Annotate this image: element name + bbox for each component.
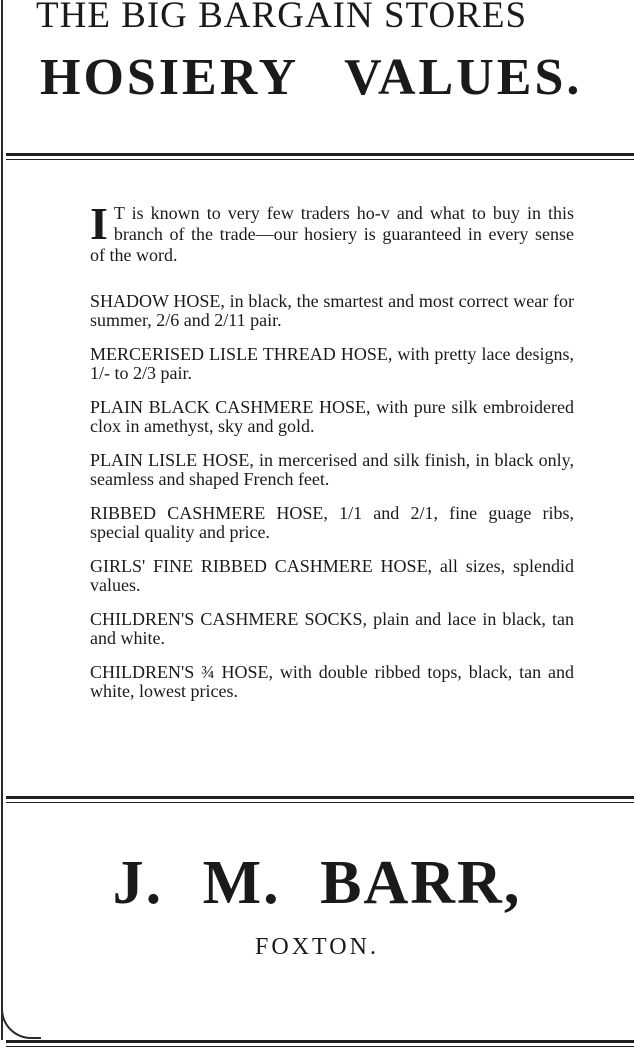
list-item: CHILDREN'S ¾ HOSE, with double ribbed tops, black, tan and white, lowest prices.: [90, 662, 574, 701]
list-item: RIBBED CASHMERE HOSE, 1/1 and 2/1, fine guage ribs, special quality and price.: [90, 503, 574, 542]
list-item: PLAIN BLACK CASHMERE HOSE, with pure silk embroidered clox in amethyst, sky and gold.: [90, 397, 574, 436]
list-item: GIRLS' FINE RIBBED CASHMERE HOSE, all sizes, splendid values.: [90, 556, 574, 595]
top-rule-thin: [6, 159, 634, 160]
middle-rule-thick: [6, 796, 634, 799]
merchant-location: FOXTON.: [255, 934, 379, 960]
intro-paragraph: [90, 198, 574, 266]
store-name-heading: THE BIG BARGAIN STORES: [36, 0, 528, 36]
intro-text: T is known to very few traders ho‑v and what to buy in this branch of the trade—our hosiery is guaranteed in every sense of the word.: [90, 203, 574, 265]
intro-dropcap: I: [90, 198, 108, 249]
list-item: MERCERISED LISLE THREAD HOSE, with pretty lace designs, 1/- to 2/3 pair.: [90, 344, 574, 383]
merchant-name: J. M. BARR,: [112, 849, 522, 917]
hosiery-item-list: [90, 292, 574, 716]
bottom-rule-thin: [6, 1046, 634, 1047]
list-item: CHILDREN'S CASHMERE SOCKS, plain and lace in black, tan and white.: [90, 609, 574, 648]
headline-heading: HOSIERY VALUES.: [40, 49, 583, 106]
top-rule-thick: [6, 153, 634, 156]
list-item: PLAIN LISLE HOSE, in mercerised and silk finish, in black only, seamless and shaped French feet.: [90, 450, 574, 489]
list-item: SHADOW HOSE, in black, the smartest and most correct wear for summer, 2/6 and 2/11 pair.: [90, 291, 574, 330]
bottom-rule-thick: [6, 1040, 634, 1043]
bottom-left-corner-ornament: [1, 995, 41, 1039]
middle-rule-thin: [6, 802, 634, 803]
